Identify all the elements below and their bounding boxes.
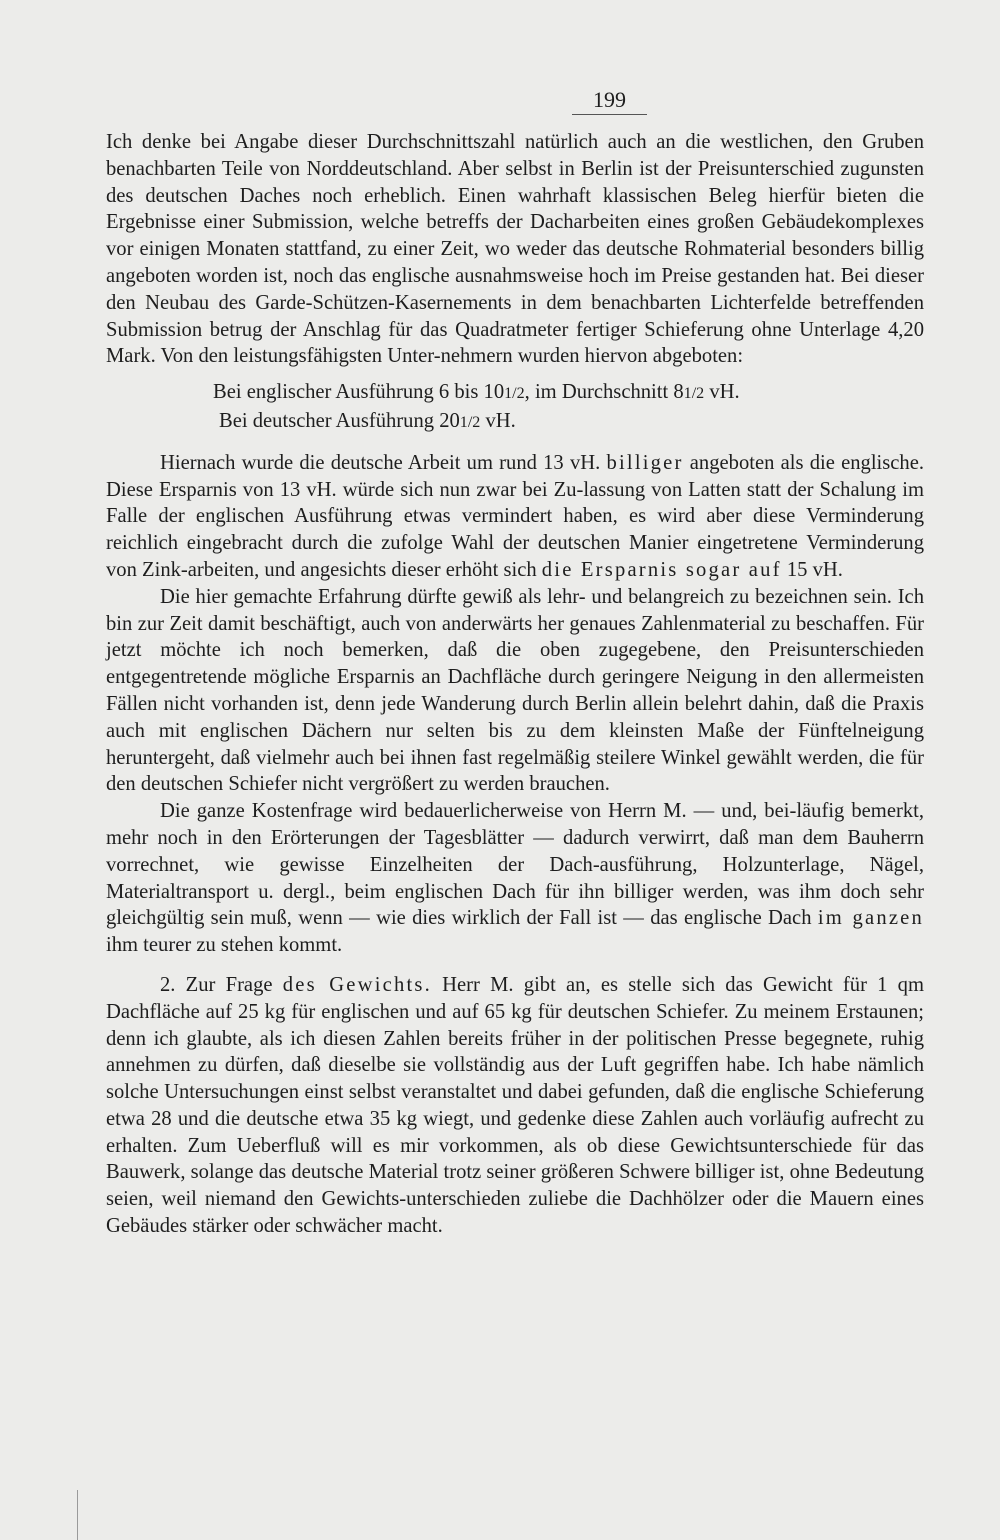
paragraph-1	[106, 129, 924, 370]
offer-english-text: Bei englischer Ausführung 6 bis 10	[213, 381, 505, 404]
offer-english-unit: vH.	[704, 381, 740, 404]
section-heading-number: 2. Zur Frage	[160, 973, 273, 996]
paragraph-5-text: Herr M. gibt an, es stelle sich das Gewicht für 1 qm Dachfläche auf 25 kg für englischen und auf 65 kg für deutschen Schiefer. Zu meinem Erstaunen; denn ich glaubte, als ich diesen Zahlen bereits früher in der politischen Presse begegnete, ruhig annehmen zu dürfen, daß dieselbe sie vollständig aus der Luft gegriffen habe. Ich habe nämlich solche Untersuchungen einst selbst veranstaltet und dabei gefunden, daß die englische Schieferung etwa 28 und die deutsche etwa 35 kg wiegt, und gedenke diese Zahlen auch vorläufig aufrecht zu erhalten. Zum Ueberfluß will es mir vorkommen, als ob diese Gewichtsunterschiede für das Bauwerk, solange das deutsche Material trotz seiner größeren Schwere billiger ist, ohne Bedeutung seien, weil niemand den Gewichts-unterschieden zuliebe die Dachhölzer oder die Mauern eines Gebäudes stärker oder schwächer macht.	[106, 973, 924, 1238]
paragraph-2-text: angeboten als die englische. Diese Ersparnis von 13 vH. würde sich nun zwar bei Zu-lassung von Latten statt der Schalung im Falle der englischen Ausführung etwas vermindert haben, es wird aber diese Verminderung reichlich eingebracht durch die zufolge Wahl der deutschen Manier eingetretene Verminderung von Zink-arbeiten, und angesichts dieser erhöht sich	[106, 451, 925, 581]
paragraph-4-text: Die ganze Kostenfrage wird bedauerlicherweise von Herrn M. — und, bei-läufig bemerkt, mehr noch in den Erörterungen der Tagesblätter — dadurch verwirrt, daß man dem Bauherrn vorrechnet, wie gewisse Einzelheiten der Dach-ausführung, Holzunterlage, Nägel, Materialtransport u. dergl., beim englischen Dach für ihn billiger werden, was ihm doch sehr gleichgültig sein muß, wenn — wie dies wirklich der Fall ist — das englische Dach	[106, 800, 924, 930]
offer-german	[106, 408, 924, 437]
fraction-half: 1/2	[504, 385, 525, 403]
offer-german-text: Bei deutscher Ausführung 20	[219, 409, 460, 432]
paragraph-2-text: Hiernach wurde die deutsche Arbeit um rund 13 vH.	[160, 451, 601, 474]
body-text	[106, 129, 924, 1240]
paragraph-2-text: 15 vH.	[786, 558, 843, 581]
section-heading-title: des Gewichts.	[282, 973, 432, 996]
offer-english-average: , im Durchschnitt 8	[524, 381, 684, 404]
offer-english	[106, 379, 924, 408]
paragraph-4	[106, 798, 924, 959]
emphasis-ersparnis: die Ersparnis sogar auf	[541, 558, 782, 581]
offer-german-unit: vH.	[480, 409, 516, 432]
fraction-half: 1/2	[459, 413, 481, 431]
fraction-half: 1/2	[683, 385, 705, 403]
paragraph-2	[106, 450, 924, 584]
paragraph-3	[106, 584, 924, 798]
margin-rule	[77, 1490, 78, 1540]
emphasis-im-ganzen: im ganzen	[817, 907, 924, 930]
paragraph-1-text: Ich denke bei Angabe dieser Durchschnittszahl natürlich auch an die westlichen, den Gruben benachbarten Teile von Norddeutschland. Aber selbst in Berlin ist der Preisunterschied zugunsten des deutschen Daches noch erheblich. Einen wahrhaft klassischen Beleg hierfür bieten die Ergebnisse einer Submission, welche betreffs der Dacharbeiten eines großen Gebäudekomplexes vor einigen Monaten stattfand, zu einer Zeit, wo weder das deutsche Rohmaterial besonders billig angeboten worden ist, noch das englische ausnahmsweise hoch im Preise gestanden hat. Bei dieser den Neubau des Garde-Schützen-Kasernements in dem benachbarten Lichterfelde betreffenden Submission betrug der Anschlag für das Quadratmeter fertiger Schieferung ohne Unterlage 4,20 Mark. Von den leistungsfähigsten Unter-nehmern wurden hiervon abgeboten:	[106, 131, 924, 368]
paragraph-3-text: Die hier gemachte Erfahrung dürfte gewiß als lehr- und belangreich zu bezeichnen sein. Ich bin zur Zeit damit beschäftigt, auch von anderwärts her genaues Zahlenmaterial zu beschaffen. Für jetzt möchte ich noch bemerken, daß die oben zugegebene, den Preisunterschieden entgegentretende mögliche Ersparnis an Dachfläche durch geringere Neigung in den allermeisten Fällen nicht vorhanden ist, denn jede Wanderung durch Berlin allein belehrt dahin, daß die Praxis auch mit englischen Dächern nur selten bis zu dem kleinsten Maße der Fünftelneigung heruntergeht, daß vielmehr auch bei ihnen fast regelmäßig steilere Winkel gewählt werden, die für den deutschen Schiefer nicht vergrößert zu werden brauchen.	[106, 585, 924, 796]
page-number: 199	[572, 88, 647, 115]
emphasis-billiger: billiger	[606, 451, 684, 474]
paragraph-4-text: ihm teurer zu stehen kommt.	[106, 934, 343, 957]
paragraph-5	[106, 972, 924, 1240]
